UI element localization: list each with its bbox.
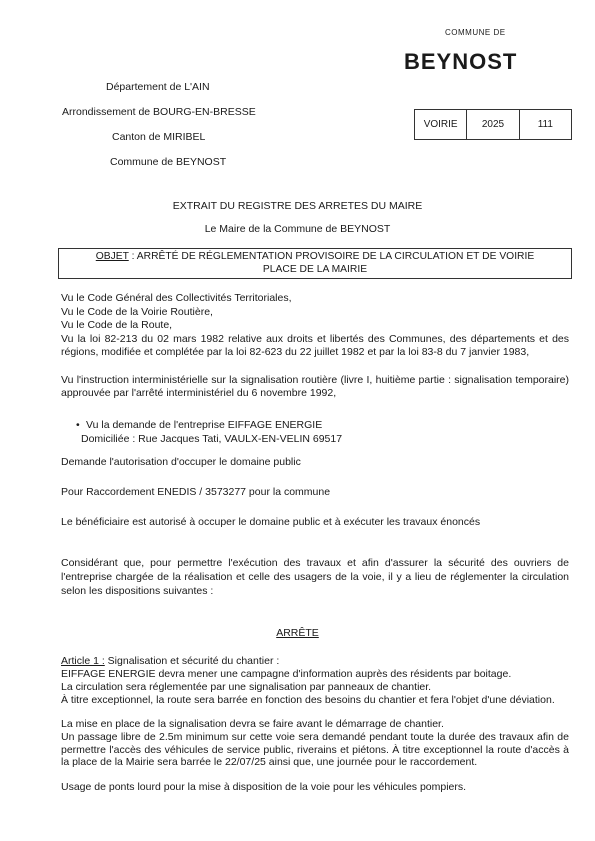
beneficiaire-line: Le bénéficiaire est autorisé à occuper le domaine public et à exécuter les travaux énoncés <box>61 516 481 528</box>
commune-logo: BEYNOST <box>404 49 518 74</box>
document-title: EXTRAIT DU REGISTRE DES ARRETES DU MAIRE <box>172 200 423 212</box>
objet-label: OBJET <box>95 251 129 262</box>
document-subtitle: Le Maire de la Commune de BEYNOST <box>204 223 391 235</box>
arrete-heading: ARRÊTE <box>276 627 319 639</box>
article1-label: Article 1 : <box>61 655 105 667</box>
article1-line: EIFFAGE ENERGIE devra mener une campagne d'information auprès des résidents par boitage. <box>61 668 512 680</box>
raccordement-line: Pour Raccordement ENEDIS / 3573277 pour la commune <box>61 486 331 498</box>
vu-route: Vu le Code de la Route, <box>61 319 173 331</box>
article1-paragraph: Un passage libre de 2.5m minimum sur cette voie sera demandé pendant toute la durée des travaux afin de permettre l'accès des véhicules de service public, riverains et piétons. À titre exceptionnel la route d'accès à la place de la Mairie sera barrée le 22/07/25 ainsi que, une journée pour le raccordement. <box>61 731 569 768</box>
reference-box <box>414 109 572 140</box>
department-line: Département de L'AIN <box>106 81 210 93</box>
vu-instruction: Vu l'instruction interministérielle sur la signalisation routière (livre I, huitième partie : signalisation temporaire) approuvée par l'arrêté interministériel du 6 novembre 1992, <box>61 374 569 399</box>
objet-box <box>58 248 572 279</box>
demande-autorisation: Demande l'autorisation d'occuper le domaine public <box>61 456 301 468</box>
commune-label: COMMUNE DE <box>445 28 506 37</box>
objet-line2: PLACE DE LA MAIRIE <box>262 264 368 275</box>
objet-line1: : ARRÊTÉ DE RÉGLEMENTATION PROVISOIRE DE LA CIRCULATION ET DE VOIRIE <box>128 251 535 262</box>
reference-type: VOIRIE <box>415 110 467 139</box>
arrondissement-line: Arrondissement de BOURG-EN-BRESSE <box>62 106 256 118</box>
bullet-dot: • <box>76 419 80 431</box>
article1-line: La circulation sera réglementée par une signalisation par panneaux de chantier. <box>61 681 432 693</box>
considerant-paragraph: Considérant que, pour permettre l'exécution des travaux et afin d'assurer la sécurité des ouvriers de l'entreprise chargée de la réalisation et celle des usagers de la voie, il y a lieu de réglementer la circulation selon les dispositions suivantes : <box>61 557 569 597</box>
vu-voirie: Vu le Code de la Voirie Routière, <box>61 306 213 318</box>
article1-line: La mise en place de la signalisation devra se faire avant le démarrage de chantier. <box>61 718 444 730</box>
commune-line: Commune de BEYNOST <box>110 156 227 168</box>
article1-title: Signalisation et sécurité du chantier : <box>104 655 280 667</box>
vu-cgct: Vu le Code Général des Collectivités Territoriales, <box>61 292 292 304</box>
reference-number: 111 <box>537 119 553 130</box>
reference-year: 2025 <box>467 110 519 139</box>
article1-line: Usage de ponts lourd pour la mise à disposition de la voie pour les véhicules pompiers. <box>61 781 467 793</box>
canton-line: Canton de MIRIBEL <box>112 131 206 143</box>
article1-line: À titre exceptionnel, la route sera barrée en fonction des besoins du chantier et fera l'objet d'une déviation. <box>61 694 555 706</box>
demande-domicile: Domiciliée : Rue Jacques Tati, VAULX-EN-VELIN 69517 <box>81 433 343 445</box>
demande-entreprise: Vu la demande de l'entreprise EIFFAGE ENERGIE <box>86 419 323 431</box>
article1-heading <box>61 655 279 667</box>
vu-loi: Vu la loi 82-213 du 02 mars 1982 relative aux droits et libertés des Communes, des départements et des régions, modifiée et complétée par la loi 82-623 du 22 juillet 1982 et par la loi 83-8 du 7 janvier 1983, <box>61 333 569 358</box>
